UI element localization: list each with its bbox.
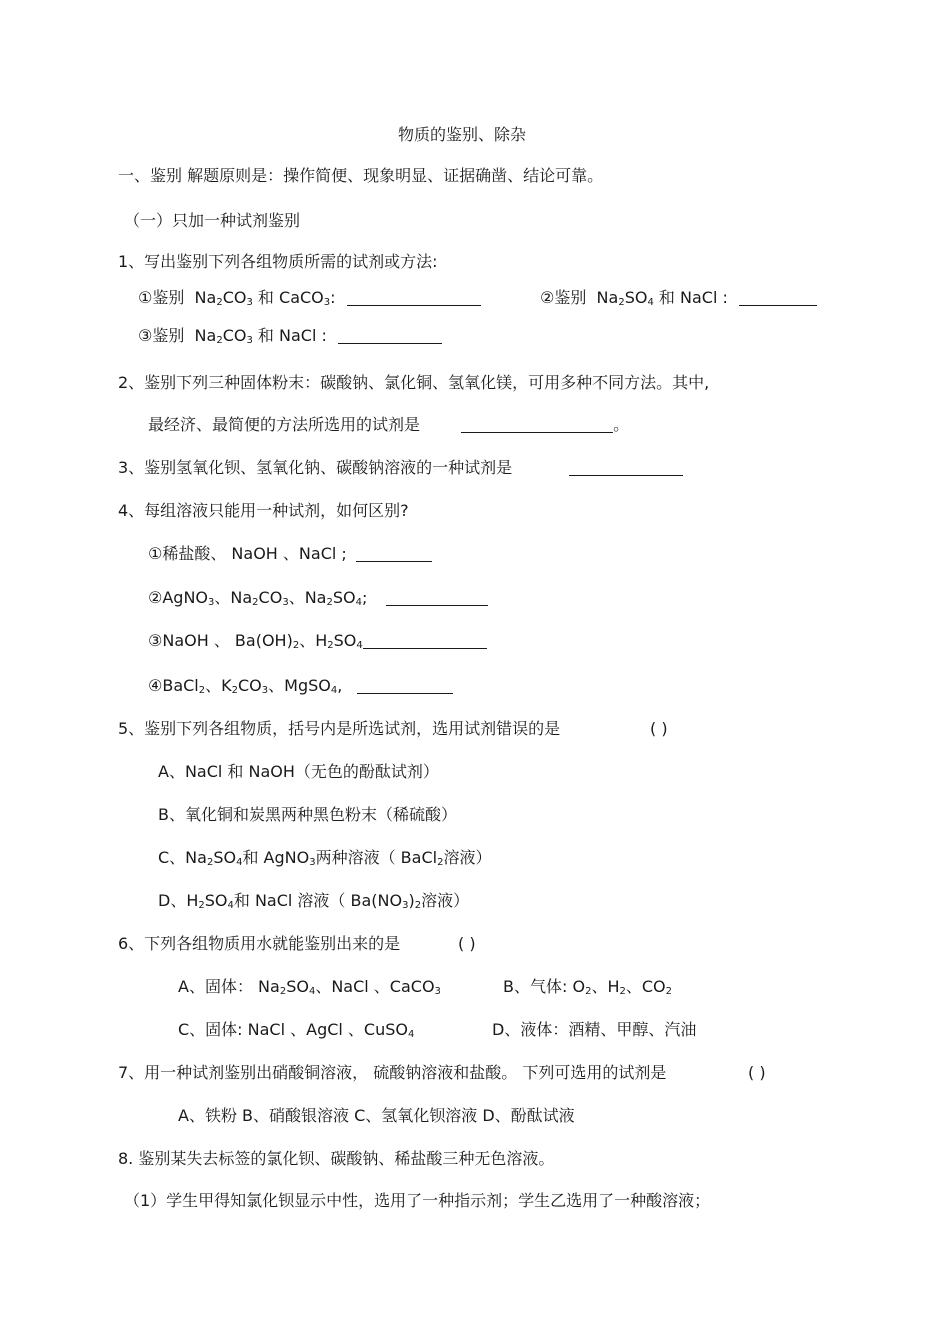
question-4-item-4: ④BaCl$_2$、$K_2CO_3$、MgSO$_4$, [148, 675, 453, 697]
question-8-part-1: （1）学生甲得知氯化钡显示中性，选用了一种指示剂；学生乙选用了一种酸溶液； [124, 1191, 711, 1210]
question-2-line-2: 最经济、最简便的方法所选用的试剂是 。 [148, 415, 630, 434]
question-5-stem: 5、鉴别下列各组物质，括号内是所选试剂，选用试剂错误的是 [118, 719, 561, 738]
answer-blank[interactable] [569, 459, 683, 476]
question-6-option-d: D、液体：酒精、甲醇、汽油 [492, 1020, 697, 1039]
answer-blank[interactable] [363, 632, 487, 649]
question-5-option-c: C、$Na_2SO_4$和 AgNO$_3$两种溶液（ BaCl$_2$溶液） [158, 848, 492, 868]
question-1-item-c: ③鉴别 $Na_2CO_3$ 和 NaCl : [138, 325, 442, 347]
question-8-stem: 8. 鉴别某失去标签的氯化钡、碳酸钠、稀盐酸三种无色溶液。 [118, 1149, 555, 1168]
page-title: 物质的鉴别、除杂 [398, 125, 527, 144]
answer-blank[interactable] [356, 545, 432, 562]
question-4-item-3: ③NaOH 、 $Ba(OH)_2$、$H_2SO_4$ [148, 630, 487, 652]
answer-blank[interactable] [461, 416, 613, 433]
question-1-item-b: ②鉴别 $Na_2SO_4$ 和 NaCl : [540, 287, 817, 309]
subsection-heading: （一）只加一种试剂鉴别 [124, 211, 301, 230]
question-1-item-a: ①鉴别 $Na_2CO_3$ 和 CaCO$_3$: [138, 287, 481, 309]
question-6-stem: 6、下列各组物质用水就能鉴别出来的是 [118, 934, 401, 953]
question-6-option-b: B、气体: $O_2$、$H_2$、$CO_2$ [503, 977, 673, 997]
question-4-item-2: ②AgNO$_3$、$Na_2CO_3$、$Na_2SO_4$; [148, 587, 488, 609]
question-7-stem: 7、用一种试剂鉴别出硝酸铜溶液， 硫酸钠溶液和盐酸。 下列可选用的试剂是 [118, 1063, 667, 1082]
question-1-stem: 1、写出鉴别下列各组物质所需的试剂或方法: [118, 252, 438, 271]
answer-blank[interactable] [347, 289, 481, 306]
question-7-answer-paren[interactable]: ( ) [748, 1063, 766, 1082]
question-5-option-a: A、NaCl 和 NaOH（无色的酚酞试剂） [158, 762, 439, 781]
answer-blank[interactable] [357, 677, 453, 694]
answer-blank[interactable] [338, 327, 442, 344]
question-3: 3、鉴别氢氧化钡、氢氧化钠、碳酸钠溶液的一种试剂是 [118, 457, 683, 479]
question-5-answer-paren[interactable]: ( ) [650, 719, 668, 738]
question-5-option-d: D、$H_2SO_4$和 NaCl 溶液（ $Ba(NO_3)_2$溶液） [158, 891, 470, 911]
question-2-line-1: 2、鉴别下列三种固体粉末：碳酸钠、氯化铜、氢氧化镁，可用多种不同方法。其中, [118, 373, 710, 392]
question-6-answer-paren[interactable]: ( ) [458, 934, 476, 953]
question-6-option-c: C、固体: NaCl 、AgCl 、CuSO$_4$ [178, 1020, 415, 1040]
answer-blank[interactable] [739, 289, 817, 306]
answer-blank[interactable] [386, 589, 488, 606]
question-7-options: A、铁粉 B、硝酸银溶液 C、氢氧化钡溶液 D、酚酞试液 [178, 1106, 575, 1125]
question-4-stem: 4、每组溶液只能用一种试剂，如何区别? [118, 501, 409, 520]
question-6-option-a: A、固体： $Na_2SO_4$、NaCl 、CaCO$_3$ [178, 977, 441, 997]
question-5-option-b: B、氧化铜和炭黑两种黑色粉末（稀硫酸） [158, 805, 457, 824]
section-heading-identification: 一、鉴别 解题原则是：操作简便、现象明显、证据确凿、结论可靠。 [118, 166, 604, 185]
question-4-item-1: ①稀盐酸、 NaOH 、NaCl ; [148, 543, 432, 565]
